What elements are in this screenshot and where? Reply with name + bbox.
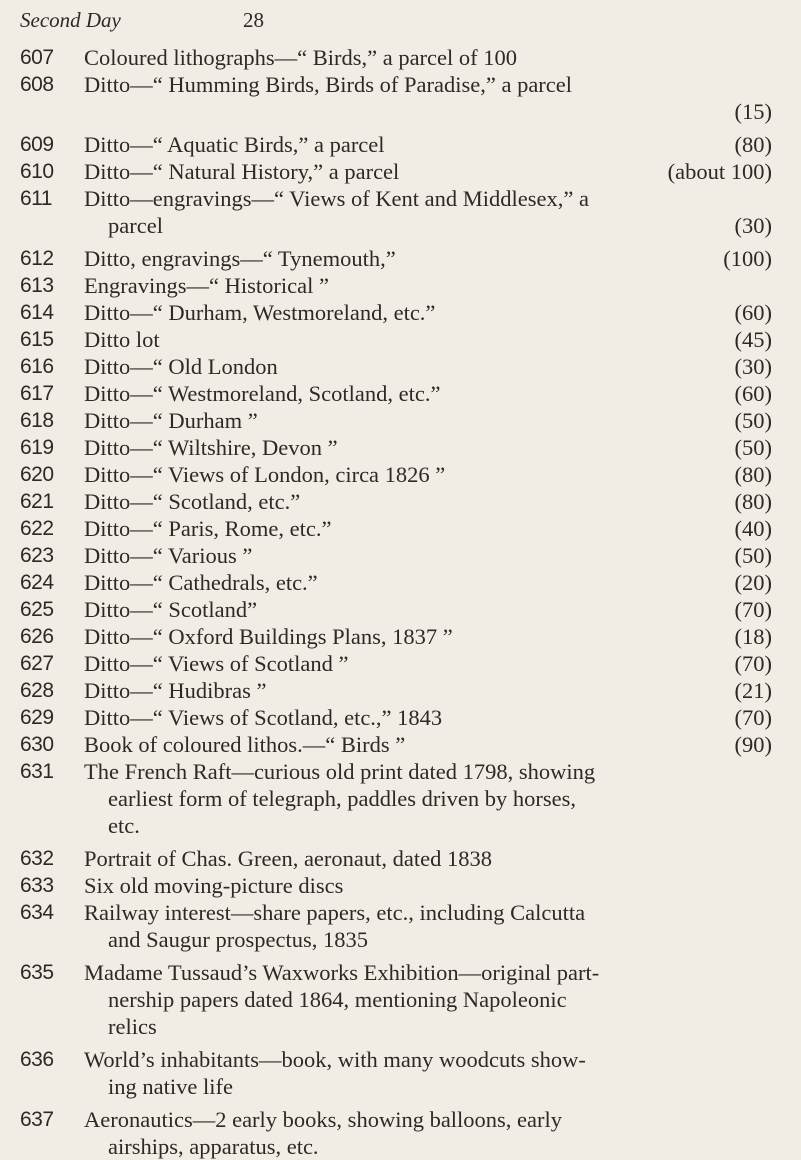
lot-number: 621 — [20, 490, 54, 513]
lot-body — [76, 1046, 772, 1100]
lot-quantity: (70) — [734, 651, 772, 676]
lot-quantity: (21) — [734, 678, 772, 703]
lot-body — [76, 353, 772, 380]
lot-description: Ditto—“ Durham ” — [84, 408, 258, 433]
lot-body — [76, 185, 772, 239]
lot-body — [76, 434, 772, 461]
lot-number: 615 — [20, 328, 54, 351]
lot-number: 607 — [20, 46, 54, 69]
lot-entry — [0, 677, 801, 704]
lot-entry — [0, 959, 801, 1040]
lot-list — [0, 44, 801, 1160]
lot-number: 624 — [20, 571, 54, 594]
lot-number: 619 — [20, 436, 54, 459]
lot-description: Book of coloured lithos.—“ Birds ” — [84, 732, 406, 757]
lot-quantity: (18) — [734, 624, 772, 649]
lot-body — [76, 380, 772, 407]
lot-quantity: (70) — [734, 597, 772, 622]
lot-body — [76, 959, 772, 1040]
lot-description-continued: relics — [108, 1014, 157, 1039]
lot-entry — [0, 758, 801, 839]
lot-number: 622 — [20, 517, 54, 540]
lot-number: 625 — [20, 598, 54, 621]
lot-quantity: (60) — [734, 300, 772, 325]
lot-description: Ditto—“ Cathedrals, etc.” — [84, 570, 318, 595]
lot-entry — [0, 899, 801, 953]
lot-entry — [0, 299, 801, 326]
lot-body — [76, 131, 772, 158]
lot-body — [76, 569, 772, 596]
lot-entry — [0, 1106, 801, 1160]
lot-number: 618 — [20, 409, 54, 432]
lot-number: 627 — [20, 652, 54, 675]
lot-number: 613 — [20, 274, 54, 297]
lot-number: 612 — [20, 247, 54, 270]
lot-entry — [0, 872, 801, 899]
lot-quantity: (80) — [734, 462, 772, 487]
lot-description: Portrait of Chas. Green, aeronaut, dated 1838 — [84, 846, 492, 871]
lot-quantity: (70) — [734, 705, 772, 730]
lot-quantity: (50) — [734, 435, 772, 460]
lot-description: Ditto—“ Views of Scotland ” — [84, 651, 349, 676]
lot-quantity: (15) — [734, 99, 772, 124]
lot-description: Ditto—“ Scotland, etc.” — [84, 489, 301, 514]
lot-body — [76, 245, 772, 272]
lot-body — [76, 272, 772, 299]
lot-description: Ditto, engravings—“ Tynemouth,” — [84, 246, 396, 271]
lot-body — [76, 299, 772, 326]
lot-description-continued: etc. — [108, 813, 140, 838]
lot-entry — [0, 731, 801, 758]
lot-description-continued: ing native life — [108, 1074, 233, 1099]
lot-body — [76, 1106, 772, 1160]
lot-body — [76, 899, 772, 953]
lot-body — [76, 71, 772, 125]
page-number: 28 — [243, 8, 264, 32]
lot-body — [76, 44, 772, 71]
lot-description: Engravings—“ Historical ” — [84, 273, 329, 298]
lot-quantity: (45) — [734, 327, 772, 352]
lot-number: 614 — [20, 301, 54, 324]
lot-description: Ditto—“ Wiltshire, Devon ” — [84, 435, 338, 460]
lot-entry — [0, 623, 801, 650]
lot-body — [76, 158, 772, 185]
lot-number: 609 — [20, 133, 54, 156]
lot-body — [76, 542, 772, 569]
lot-entry — [0, 158, 801, 185]
lot-description: Madame Tussaud’s Waxworks Exhibition—original part- — [84, 960, 600, 985]
lot-description-continued: earliest form of telegraph, paddles driven by horses, — [108, 786, 576, 811]
lot-body — [76, 731, 772, 758]
lot-entry — [0, 326, 801, 353]
lot-description: Railway interest—share papers, etc., including Calcutta — [84, 900, 586, 925]
lot-entry — [0, 380, 801, 407]
lot-description: Ditto—“ Old London — [84, 354, 278, 379]
lot-number: 628 — [20, 679, 54, 702]
lot-quantity: (50) — [734, 543, 772, 568]
lot-entry — [0, 704, 801, 731]
lot-description: World’s inhabitants—book, with many woodcuts show- — [84, 1047, 586, 1072]
lot-entry — [0, 845, 801, 872]
lot-description: Ditto—“ Views of Scotland, etc.,” 1843 — [84, 705, 443, 730]
lot-quantity: (30) — [734, 354, 772, 379]
lot-description: Aeronautics—2 early books, showing balloons, early — [84, 1107, 563, 1132]
lot-number: 620 — [20, 463, 54, 486]
lot-body — [76, 845, 772, 872]
lot-description: The French Raft—curious old print dated 1798, showing — [84, 759, 596, 784]
lot-quantity: (60) — [734, 381, 772, 406]
lot-body — [76, 596, 772, 623]
lot-body — [76, 623, 772, 650]
lot-number: 633 — [20, 874, 54, 897]
lot-description: Ditto—“ Durham, Westmoreland, etc.” — [84, 300, 436, 325]
lot-description: Six old moving-picture discs — [84, 873, 344, 898]
lot-quantity: (50) — [734, 408, 772, 433]
lot-description: Ditto—“ Various ” — [84, 543, 253, 568]
lot-number: 637 — [20, 1108, 54, 1131]
lot-description: Ditto—“ Aquatic Birds,” a parcel — [84, 132, 385, 157]
lot-number: 636 — [20, 1048, 54, 1071]
lot-description: Ditto—“ Westmoreland, Scotland, etc.” — [84, 381, 441, 406]
page-header — [20, 8, 781, 33]
lot-body — [76, 488, 772, 515]
lot-entry — [0, 569, 801, 596]
lot-body — [76, 461, 772, 488]
lot-entry — [0, 71, 801, 125]
lot-body — [76, 650, 772, 677]
lot-description: Ditto—“ Scotland” — [84, 597, 258, 622]
lot-description: Ditto—“ Paris, Rome, etc.” — [84, 516, 332, 541]
lot-body — [76, 407, 772, 434]
lot-entry — [0, 407, 801, 434]
lot-description: Ditto—“ Natural History,” a parcel — [84, 159, 400, 184]
lot-description: Coloured lithographs—“ Birds,” a parcel of 100 — [84, 45, 518, 70]
lot-quantity: (40) — [734, 516, 772, 541]
lot-description: Ditto—“ Humming Birds, Birds of Paradise,” a parcel — [84, 72, 573, 97]
lot-number: 634 — [20, 901, 54, 924]
lot-entry — [0, 353, 801, 380]
lot-description-continued: airships, apparatus, etc. — [108, 1134, 319, 1159]
lot-entry — [0, 272, 801, 299]
lot-body — [76, 872, 772, 899]
lot-entry — [0, 1046, 801, 1100]
lot-quantity: (20) — [734, 570, 772, 595]
lot-description-continued: nership papers dated 1864, mentioning Napoleonic — [108, 987, 567, 1012]
lot-quantity: (about 100) — [667, 159, 772, 184]
lot-description: Ditto—“ Oxford Buildings Plans, 1837 ” — [84, 624, 453, 649]
lot-entry — [0, 488, 801, 515]
lot-body — [76, 677, 772, 704]
lot-number: 610 — [20, 160, 54, 183]
lot-description: Ditto—“ Hudibras ” — [84, 678, 267, 703]
lot-entry — [0, 650, 801, 677]
lot-entry — [0, 185, 801, 239]
lot-number: 611 — [20, 187, 52, 210]
lot-entry — [0, 461, 801, 488]
lot-quantity: (30) — [734, 213, 772, 238]
lot-description-continued: and Saugur prospectus, 1835 — [108, 927, 368, 952]
lot-entry — [0, 434, 801, 461]
lot-description: Ditto lot — [84, 327, 160, 352]
day-heading: Second Day — [20, 8, 121, 32]
lot-quantity: (90) — [734, 732, 772, 757]
lot-body — [76, 326, 772, 353]
lot-entry — [0, 245, 801, 272]
lot-description-continued: parcel — [108, 213, 163, 238]
lot-body — [76, 758, 772, 839]
lot-quantity: (100) — [723, 246, 772, 271]
lot-quantity: (80) — [734, 489, 772, 514]
lot-entry — [0, 131, 801, 158]
lot-number: 608 — [20, 73, 54, 96]
lot-description: Ditto—“ Views of London, circa 1826 ” — [84, 462, 446, 487]
lot-number: 616 — [20, 355, 54, 378]
lot-body — [76, 515, 772, 542]
lot-number: 630 — [20, 733, 54, 756]
lot-quantity: (80) — [734, 132, 772, 157]
lot-entry — [0, 44, 801, 71]
lot-description: Ditto—engravings—“ Views of Kent and Middlesex,” a — [84, 186, 589, 211]
lot-number: 631 — [20, 760, 54, 783]
lot-entry — [0, 542, 801, 569]
lot-entry — [0, 596, 801, 623]
lot-number: 629 — [20, 706, 54, 729]
lot-number: 617 — [20, 382, 54, 405]
lot-number: 623 — [20, 544, 54, 567]
lot-number: 626 — [20, 625, 54, 648]
lot-quantity-line — [84, 98, 772, 125]
lot-number: 632 — [20, 847, 54, 870]
lot-body — [76, 704, 772, 731]
lot-entry — [0, 515, 801, 542]
lot-number: 635 — [20, 961, 54, 984]
